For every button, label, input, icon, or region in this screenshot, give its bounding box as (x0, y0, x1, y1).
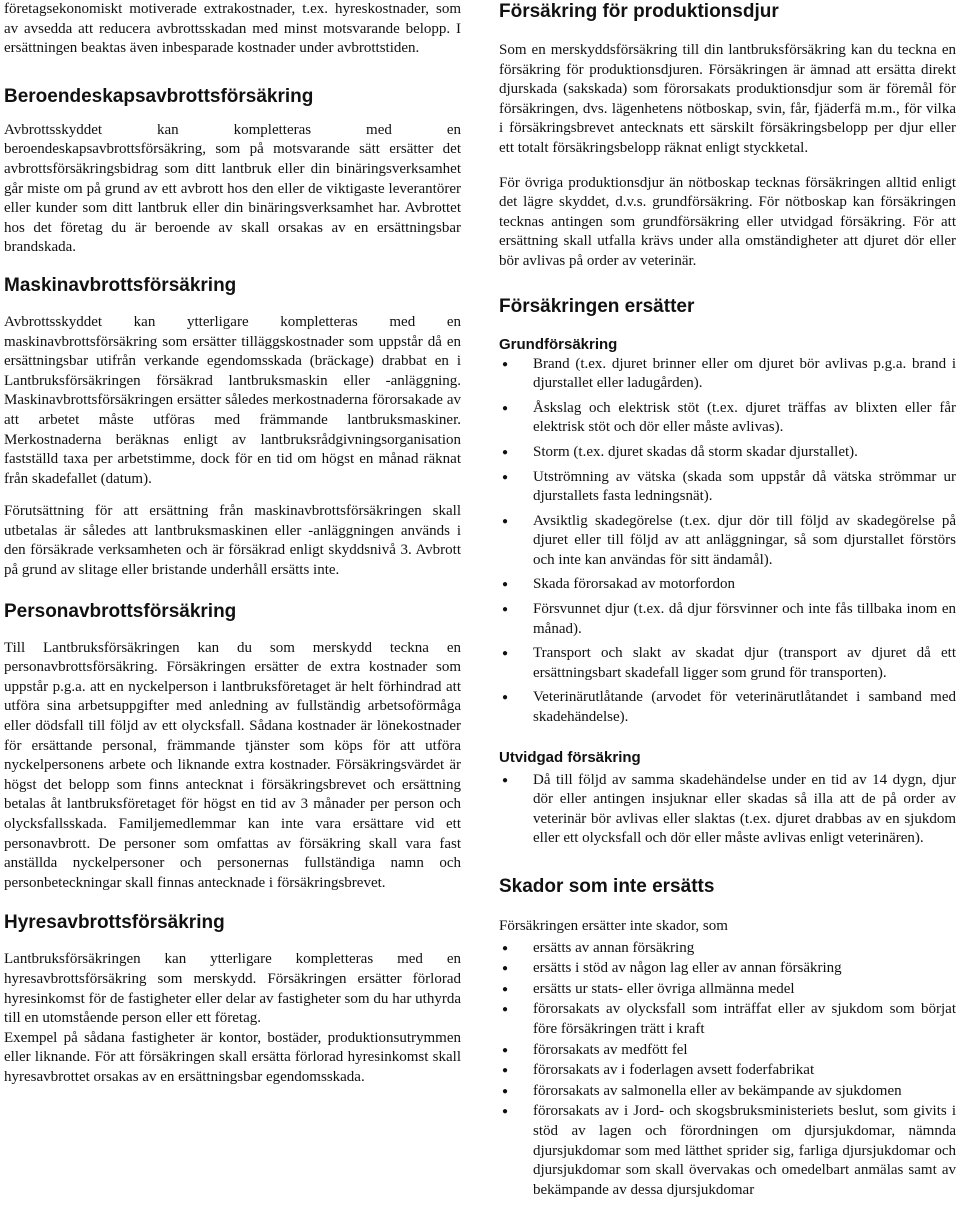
list-item: ● förorsakats av salmonella eller av bekämpande av sjukdomen (499, 1082, 956, 1102)
list-item: ● Brand (t.ex. djuret brinner eller om djuret bör avlivas p.g.a. brand i djurstallet eller ladugården). (499, 355, 956, 394)
list-item: ● Utströmning av vätska (skada som uppstår då vätska strömmar ur djurstallets fasta ledningsnät). (499, 468, 956, 507)
list-item: ● Storm (t.ex. djuret skadas då storm skadar djurstallet). (499, 443, 956, 463)
heading-grundforsakring: Grundförsäkring (499, 335, 618, 353)
produktion-paragraph-1: Som en merskyddsförsäkring till din lantbruksförsäkring kan du teckna en försäkring för produktionsdjuren. Försäkringen är ämnad att ersätta direkt djurskada (sakskada) som förorsakats produktionsdjur som är föremål för försäkringen, dvs. lägenhetens nötboskap, svin, får, fjäderfä m.m., för vilka i försäkringsbrevet antecknats ett särskilt försäkringsbelopp per djur eller ett totalt försäkringsbelopp räknat enligt styckketal. (499, 42, 956, 156)
list-item: ● Skada förorsakad av motorfordon (499, 575, 956, 595)
maskin-paragraph-1: Avbrottsskyddet kan ytterligare kompletteras med en maskinavbrottsförsäkring som ersätter tilläggskostnader som uppstår då en ersättningsbar utifrån verkande egendomsskada (bräckage) drabbat en i Lantbruksförsäkringen försäkrad lantbruksmaskin eller -anläggning. Maskinavbrottsförsäkringen ersätter således merkostnaderna förorsakade av att arbetet måste utföras med främmande lantbruksmaskiner. Merkostnaderna beräknas enligt av lantbruksrådgivningsorganisation fastställd taxa per arbetstimme, dock för en tid om högst en månad räknat från skadefallet (datum). (4, 313, 461, 487)
list-item: ● ersätts ur stats- eller övriga allmänna medel (499, 980, 956, 1000)
right-column (499, 0, 956, 1201)
intro-paragraph: företagsekonomiskt motiverade extrakostnader, t.ex. hyreskostnader, som av avsedda att reducera avbrottsskadan med minst motsvarande belopp. I ersättningen beaktas även inbesparade kostnader under avbrottstiden. (4, 1, 461, 57)
beroende-paragraph: Avbrottsskyddet kan kompletteras med en beroendeskapsavbrottsförsäkring, som på motsvarande sätt ersätter det avbrottsförsäkringsbidrag som ditt lantbruk eller din binäringsverksamhet går miste om på grund av ett avbrott hos den eller de viktigaste leverantörer eller kunder som ditt lantbruk eller din binäringsverksamhet har. Avbrottet hos det företag du är beroende av skall orsakas av en ersättningsbar brandskada. (4, 121, 461, 256)
list-item: ● förorsakats av olycksfall som inträffat eller av sjukdom som börjat före försäkringen trätt i kraft (499, 1000, 956, 1039)
list-item: ● Åskslag och elektrisk stöt (t.ex. djuret träffas av blixten eller får elektrisk stöt och dör eller måste avlivas). (499, 399, 956, 438)
skador-list (499, 939, 956, 1201)
heading-beroende: Beroendeskapsavbrottsförsäkring (4, 85, 314, 107)
skador-intro: Försäkringen ersätter inte skador, som (499, 918, 728, 934)
list-item: ● ersätts i stöd av någon lag eller av annan försäkring (499, 959, 956, 979)
left-column (4, 0, 461, 1088)
heading-hyres: Hyresavbrottsförsäkring (4, 912, 225, 934)
heading-ersatter: Försäkringen ersätter (499, 295, 695, 317)
grund-list (499, 355, 956, 728)
heading-person: Personavbrottsförsäkring (4, 600, 237, 622)
list-item: ● förorsakats av i Jord- och skogsbruksministeriets beslut, som givits i stöd av lagen och förordningen om djursjukdomar, nämnda djursjukdomar som med lätthet sprider sig, farliga djursjukdomar och djursjukdomar som skall övervakas och omedelbart anmälas samt av bekämpande av dessa djursjukdomar (499, 1102, 956, 1200)
list-item: ● Avsiktlig skadegörelse (t.ex. djur dör till följd av skadegörelse på djuret eller till följd av att anläggningar, så som djurstallet förstörs och inte kan användas för sitt ändamål). (499, 512, 956, 571)
heading-maskin: Maskinavbrottsförsäkring (4, 274, 237, 296)
list-item: ● Transport och slakt av skadat djur (transport av djuret då ett ersättningsbart skadefall ligger som grund för transporten). (499, 644, 956, 683)
maskin-paragraph-2: Förutsättning för att ersättning från maskinavbrottsförsäkringen skall utbetalas är således att lantbruksmaskinen eller -anläggningen används i den försäkrade verksamheten och är försäkrad enligt skyddsnivå 3. Avbrott på grund av slitage eller bristande underhåll ersätts inte. (4, 503, 461, 579)
hyres-paragraph-2: Exempel på sådana fastigheter är kontor, bostäder, produktionsutrymmen eller liknande. För att försäkringen skall ersätta förlorad hyresinkomst skall hyresavbrottet orsakas av en ersättningsbar egendomsskada. (4, 1029, 461, 1085)
person-paragraph: Till Lantbruksförsäkringen kan du som merskydd teckna en personavbrottsförsäkring. Försäkringen ersätter de extra kostnader som uppstår p.g.a. att en nyckelperson i lantbruksföretaget är helt förhindrad att utföra sina arbetsuppgifter med anledning av fullständig arbetsoförmåga eller dödsfall till följd av ett olycksfall. Sådana kostnader är lönekostnader för ersättande personal, främmande tjänster som köps för att utföra nyckelpersonens arbete och liknande extra kostnader. Försäkringsvärdet är högst det belopp som finns antecknat i försäkringsbrevet och ersättning betalas åt lantbruksföretaget för högst en tid av 3 månader per person och olycksfallsskada. Familjemedlemmar kan inte vara ersättare vid ett personavbrott. De personer som omfattas av försäkring skall vara fast anställda nyckelpersoner och personernas fullständiga namn och personbeteckningar skall finnas antecknade i försäkringsbrevet. (4, 639, 461, 891)
hyres-paragraph-1: Lantbruksförsäkringen kan ytterligare kompletteras med en hyresavbrottsförsäkring som merskydd. Försäkringen ersätter förlorad hyresinkomst för de fastigheter eller delar av fastigheter som du har uthyrda till en utomstående person eller ett företag. (4, 951, 461, 1027)
list-item: ● ersätts av annan försäkring (499, 939, 956, 959)
heading-skador: Skador som inte ersätts (499, 876, 715, 897)
list-item: ● Veterinärutlåtande (arvodet för veterinärutlåtandet i samband med skadehändelse). (499, 688, 956, 727)
list-item: ● Försvunnet djur (t.ex. då djur försvinner och inte fås tillbaka inom en månad). (499, 600, 956, 639)
utvidgad-list (499, 771, 956, 849)
list-item: ● förorsakats av i foderlagen avsett foderfabrikat (499, 1061, 956, 1081)
produktion-paragraph-2: För övriga produktionsdjur än nötboskap tecknas försäkringen alltid enligt det lägre skyddet, d.v.s. grundförsäkring. För nötboskap kan försäkringen tecknas antingen som grundförsäkring eller utvidgad försäkring. För att ersättning skall utfalla krävs under alla omständigheter att djuret dör eller bör avlivas på order av veterinär. (499, 174, 956, 269)
list-item: ● Då till följd av samma skadehändelse under en tid av 14 dygn, djur dör eller antingen insjuknar eller skadas så illa att de på order av veterinär bör avlivas eller slaktas (t.ex. djuret drabbas av en sjukdom eller ett olycksfall och dör eller måste avlivas enligt veterinären). (499, 771, 956, 849)
list-item: ● förorsakats av medfött fel (499, 1041, 956, 1061)
heading-utvidgad: Utvidgad försäkring (499, 748, 641, 766)
heading-produktionsdjur: Försäkring för produktionsdjur (499, 1, 779, 22)
